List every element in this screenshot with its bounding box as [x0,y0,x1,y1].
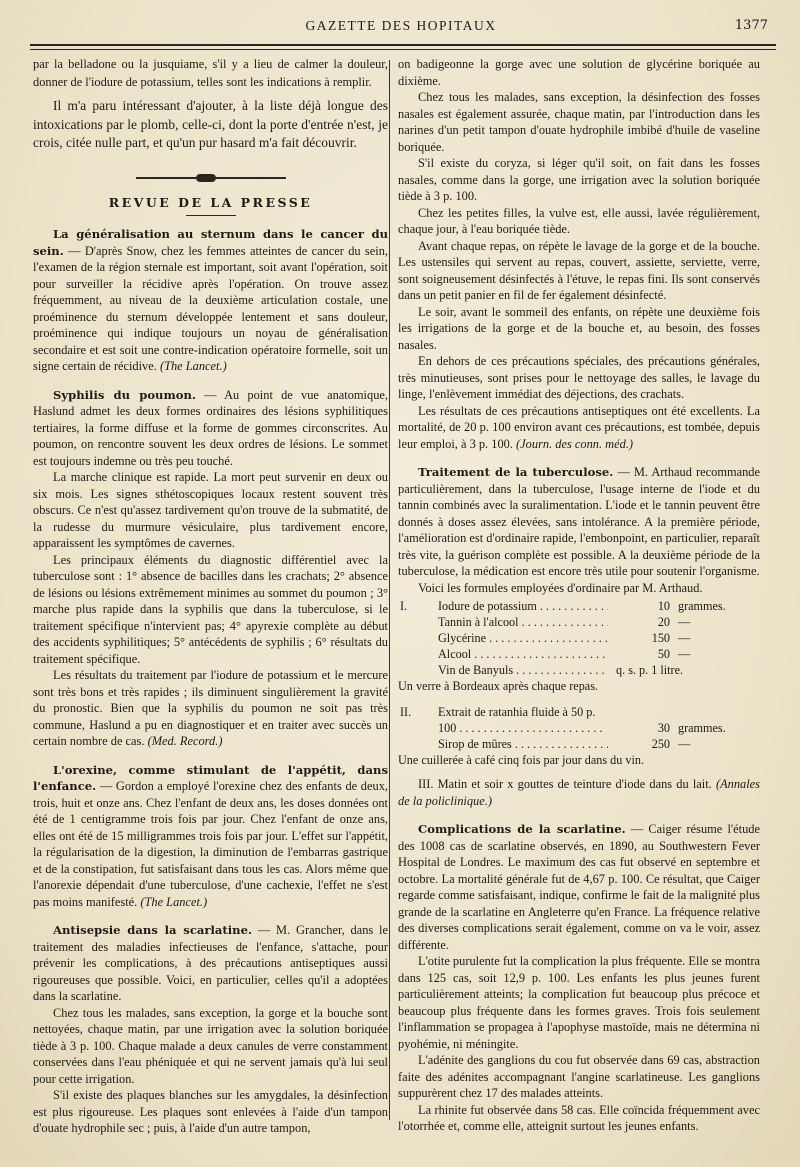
article-tuberculose-title: Traitement de la tuberculose. [418,465,614,479]
right-column [398,56,760,1135]
formula-quantity: 30 [657,721,670,735]
formula-ingredient: Sirop de mûres . . . [438,736,608,752]
article-syphilis-source: (Med. Record.) [147,734,223,748]
article-syphilis-text-2: La marche clinique est rapide. La mort peut survenir en deux ou six mois. Les signes sthétoscopiques locaux restent souvent très obscurs. Ce n'est qu'assez tardivement qu'on trouve de la submatité, de la rudesse du murmure vésiculaire, plus tardivement encore, apparaissent les symptômes de cavernes. [33,470,388,550]
article-complications-text-1: — Caiger résume l'étude des 1008 cas de scarlatine observés, en 1890, au Southwestern Fever Hospital de Londres. Le maximum des cas fut observé en septembre et octobre. La mortalité générale fut de 4,67 p. 100. Ce résultat, que Caiger regarde comme satisfaisant, indique, confirme le fait de la malignité plus grande de la scarlatine en Angleterre qu'en France. La fréquence relative des diverses complications serait également, comme on va le voir, assez différente. [398,822,760,952]
formula-3-text: III. Matin et soir x gouttes de teinture d'iode dans du lait. [418,777,716,791]
journal-title: GAZETTE DES HOPITAUX [305,18,497,33]
article-orexine-source: (The Lancet.) [140,894,208,909]
page-header [30,16,772,40]
formula-ingredient: Glycérine . . . [438,630,608,646]
article-complications-text-3: L'adénite des ganglions du cou fut observée dans 69 cas, abstraction faite des adénites accompagnant l'angine scarlatineuse. Les ganglions suppurèrent chez 17 des malades atteints. [398,1053,760,1100]
intro-paragraph-2: Il m'a paru intéressant d'ajouter, à la liste déjà longue des intoxications par le plomb, celle-ci, dont la porte d'entrée n'est, je crois, citée nulle part, et qu'un pur hasard m'a fait découvrir. [33,98,388,150]
formula-quantity: q. s. p. 1 litre. [616,663,684,677]
right-paragraph-3: S'il existe du coryza, si léger qu'il soit, on fait dans les fosses nasales, comme dans la gorge, une irrigation avec la solution boriquée tiède à 3 p. 100. [398,156,760,203]
article-syphilis-text-1: — Au point de vue anatomique, Haslund admet les deux formes ordinaires des lésions syphilitiques tertiaires, la forme diffuse et la forme de gommes circonscrites. Au poumon, on rencontre souvent les deux ordres de lésions. Le sommet est toujours indemne ou très peu touché. [33,387,388,468]
formula-ingredient: 100 . . . [438,720,608,736]
formula-unit: grammes. [678,599,726,613]
article-syphilis-text-3: Les principaux éléments du diagnostic différentiel avec la tuberculose sont : 1° absence de bacilles dans les crachats; 2° absence de lésions ou lésions extrêmement minimes au sommet du poumon ; 3° marche plus rapide dans la syphilis que dans la tuberculose, si le traitement spécifique n'intervient pas; 4° apyrexie complète au début des accidents syphilitiques; 5° antécédents de syphilis ; 6° résultats du traitement spécifique. [33,552,388,666]
left-column [33,56,388,1137]
formula-3-source: (Annales de la policlinique.) [398,777,760,808]
right-paragraph-8-text: Les résultats de ces précautions antiseptiques ont été excellents. La mortalité, de 20 p. 100 environ avant ces précautions, est tombée, depuis leur emploi, à 3 p. 100. [398,403,760,451]
section-rule [186,215,236,216]
formula-note: Un verre à Bordeaux après chaque repas. [398,679,598,693]
article-complications [398,821,760,953]
article-syphilis-title: Syphilis du poumon. [53,387,196,402]
formula-2 [398,704,760,768]
formula-quantity: 50 [657,647,670,661]
formula-number: I. [400,599,408,613]
formula-quantity: 20 [657,615,670,629]
section-title: REVUE DE LA PRESSE [108,194,313,210]
article-complications-title: Complications de la scarlatine. [418,822,626,836]
right-paragraph-8 [398,403,760,453]
article-orexine-text: — Gordon a employé l'orexine chez des enfants de deux, trois, huit et onze ans. Chez l'enfant de deux ans, les doses données ont été de 1 centigramme trois fois par jour. Chez l'enfant de onze ans, elles ont été de 15 milligrammes trois fois par jour. L'effet sur l'appétit, la régularisation de la digestion, la diminution de l'embarras gastrique et de la constipation, fut satisfaisant dans tous les cas. Alors même que l'anorexie dépendait d'une tuberculose, d'une cachexie, l'effet ne s'est pas moins manifesté. [33,779,388,909]
right-paragraph-4: Chez les petites filles, la vulve est, elle aussi, lavée régulièrement, chaque jour, à l'eau boriquée tiède. [398,205,760,236]
article-tuberculose-text-2: Voici les formules employées d'ordinaire par M. Arthaud. [418,580,703,595]
article-sternum-source: (The Lancet.) [159,359,227,373]
formula-unit: — [678,631,691,645]
article-antisepsie [33,922,388,1005]
formula-row [398,662,760,678]
article-orexine-title: L'orexine, comme stimulant de l'appétit, dans l'enfance. [33,762,388,793]
page-number: 1377 [734,18,768,33]
formula-quantity: 250 [651,737,670,751]
article-antisepsie-text-3: S'il existe des plaques blanches sur les amygdales, la désinfection est plus rigoureuse. Les plaques sont enlevées à l'aide d'un tampon d'ouate hydrophile sec ; puis, à l'aide d'un autre tampon, [33,1088,388,1135]
article-tuberculose [398,464,760,580]
formula-quantity: 150 [651,631,670,645]
formula-row [398,630,760,646]
article-sternum-text: — D'après Snow, chez les femmes atteintes de cancer du sein, l'examen de la région sternale est important, soit avant l'opération, soit pour surveiller la récidive après l'opération. On trouve assez fréquemment, au niveau de la deuxième articulation costale, une proéminence du sternum développée lentement et sans douleur, proéminence qui indique toujours un noyau de généralisation secondaire et est soit une contre-indication opératoire formelle, soit un signe certain de récidive. [33,243,388,373]
formula-unit: — [678,615,691,629]
ornament-divider [33,169,388,177]
right-paragraph-6: Le soir, avant le sommeil des enfants, on répète une deuxième fois les irrigations de la gorge et de la bouche et, au besoin, des fosses nasales. [398,304,760,352]
formula-3 [398,776,760,809]
formula-row [398,720,760,736]
formula-note: Une cuillerée à café cinq fois par jour dans du vin. [398,753,645,767]
formula-quantity: 10 [657,599,670,613]
article-tuberculose-text-1: — M. Arthaud recommande particulièrement, dans la tuberculose, l'usage interne de l'iode et du tannin combinés avec la suralimentation. L'iode et le tannin peuvent être donnés à doses assez élevées, sans intolérance. A la première période, l'amélioration est d'ordinaire rapide, l'embonpoint, en particulier, reparaît très vite, la guérison complète est possible. A la deuxième période de la tuberculose, la médication est encore très utile pour soutenir l'organisme. [398,465,760,578]
right-paragraph-1: on badigeonne la gorge avec une solution de glycérine boriquée au dixième. [398,57,760,88]
right-paragraph-8-source: (Journ. des conn. méd.) [516,436,634,451]
formula-row [398,646,760,662]
article-sternum-title: La généralisation au sternum dans le cancer du sein. [33,227,388,258]
intro-paragraph-1: par la belladone ou la jusquiame, s'il y a lieu de calmer la douleur, donner de l'iodure de potassium, telles sont les indications à remplir. [33,57,388,89]
formula-unit: grammes. [678,721,726,735]
article-antisepsie-text-1: — M. Grancher, dans le traitement des maladies infectieuses de l'enfance, s'attache, pour prévenir les complications, à des précautions antiseptiques aussi rigoureuses que possible. Voici, en particulier, celles qu'il a adoptées dans la scarlatine. [33,923,388,1003]
article-complications-text-4: La rhinite fut observée dans 58 cas. Elle coïncida fréquemment avec l'otorrhée et, comme elle, atteignit surtout les jeunes enfants. [398,1102,760,1133]
article-antisepsie-title: Antisepsie dans la scarlatine. [53,923,253,937]
formula-row [398,704,760,720]
article-syphilis-para-4 [33,667,388,750]
formula-row [398,736,760,752]
formula-ingredient: Extrait de ratanhia fluide à 50 p. [438,705,596,719]
article-antisepsie-text-2: Chez tous les malades, sans exception, la gorge et la bouche sont nettoyées, chaque matin, par une irrigation avec la solution boriquée tiède à 3 p. 100. Chaque malade a deux canules de verre constamment conservées dans l'eau phéniquée et qui ne servent jamais qu'à lui seul pour cette irrigation. [33,1005,388,1086]
article-complications-text-2: L'otite purulente fut la complication la plus fréquente. Elle se montra dans 125 cas, soit 12,9 p. 100. Les enfants les plus jeunes furent particulièrement atteints; la complication fut beaucoup plus précoce et beaucoup plus fréquente dans les formes graves. Trois fois seulement l'inflammation se propagea à l'apophyse mastoïde, mais ne détermina ni pyohémie, ni méningite. [398,954,760,1051]
article-orexine [33,762,388,911]
right-paragraph-2: Chez tous les malades, sans exception, la désinfection des fosses nasales est également assurée, chaque matin, par l'introduction dans les narines d'un petit tampon d'ouate hydrophile imbibé d'huile de vaseline boriquée. [398,90,760,154]
formula-row [398,598,760,614]
header-rule [30,44,776,50]
formula-unit: — [678,737,691,751]
article-syphilis-text-4: Les résultats du traitement par l'iodure de potassium et le mercure sont très bons et très rapides ; ils diminuent singulièrement la gravité du pronostic. Bien que la syphilis du poumon ne soit pas très commune, Haslund a pu en diagnostiquer et en traiter avec succès un certain nombre de cas. [33,668,388,748]
formula-ingredient: Vin de Banyuls . . . [438,662,608,678]
formula-ingredient: Tannin à l'alcool . . . [438,614,608,630]
article-sternum [33,226,388,375]
column-divider [389,60,390,1120]
formula-unit: — [678,647,691,661]
formula-1 [398,598,760,694]
formula-ingredient: Alcool . . . [438,646,608,662]
right-paragraph-7: En dehors de ces précautions spéciales, des précautions générales, très minutieuses, sont prises pour le nettoyage des salles, le lavage du linge, l'enlèvement immédiat des déjections, des crachats. [398,354,760,401]
formula-number: II. [400,705,412,719]
right-paragraph-5: Avant chaque repas, on répète le lavage de la gorge et de la bouche. Les ustensiles qui servent au repas, couvert, assiette, serviette, verre, sont soigneusement désinfectés à l'étuve, le repas fini. Ils sont conservés dans un petit panier en fil de fer également désinfecté. [398,238,760,302]
formula-ingredient: Iodure de potassium . . . [438,598,608,614]
formula-row [398,614,760,630]
article-syphilis [33,387,388,470]
